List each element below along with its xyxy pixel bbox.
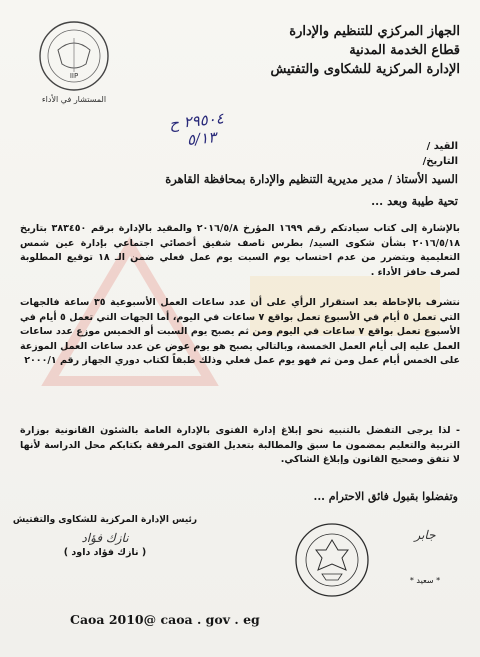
official-seal-icon (292, 520, 372, 600)
paragraph-3 (20, 424, 460, 468)
logo-monogram: IIP (69, 72, 79, 80)
handwritten-reference (168, 109, 226, 151)
signature-scrawl: نازك فؤاد (81, 531, 129, 545)
paragraph-1 (20, 222, 460, 280)
entry-label: القيد / (426, 141, 458, 152)
recipient-line: السيد الأستاذ / مدير مديرية التنظيم والإدارة بمحافظة القاهرة (165, 172, 458, 186)
footer-email: Caoa 2010@ caoa . gov . eg (70, 612, 260, 627)
initials-block (390, 528, 460, 585)
letterhead-line-2: قطاع الخدمة المدنية (349, 43, 460, 58)
signatory-name: ( نازك فؤاد داود ) (63, 547, 147, 558)
paragraph-3-text: - لذا يرجى التفضل بالتنبيه نحو إبلاغ إدارة الفتوى بالإدارة العامة بالشئون القانونية بوزارة التربية والتعليم بمضمون ما سبق والمطالبة بتعديل الفتوى المرفقة بكتابكم محل الدراسة لأنها لا تتفق وصحيح القانون وإبلاغ الشاكي. (20, 425, 460, 466)
handwritten-date: ٥/١٣ (186, 128, 218, 150)
letterhead (190, 22, 460, 79)
signatory-title: رئيس الإدارة المركزية للشكاوى والتفتيش (12, 515, 198, 525)
signature-block (10, 515, 200, 558)
paragraph-1-text: بالإشارة إلى كتاب سيادتكم رقم ١٦٩٩ المؤرخ ٢٠١٦/٥/٨ والمقيد بالإدارة برقم ٣٨٣٤٥٠ بتاريخ ٢٠١٦/٥/١٨ بشأن شكوى السيد/ بطرس ناصف شفيق أخصائي اجتماعي بإدارة عين شمس التعليمية ويتضرر من عدم احتساب يوم السبت يوم عمل فعلي ضمن الـ ١٨ توقيع المطلوبة لصرف حافز الأداء . (20, 223, 461, 278)
initials-scrawl: جابر (414, 528, 436, 542)
agency-logo-icon (28, 16, 120, 108)
letterhead-line-1: الجهاز المركزي للتنظيم والإدارة (289, 24, 460, 39)
paragraph-2 (20, 296, 460, 369)
greeting-line: تحية طيبة وبعد ... (371, 194, 458, 208)
initials-label: * سعيد * (409, 576, 441, 585)
paragraph-2-text: نتشرف بالإحاطة بعد استقرار الرأي على أن عدد ساعات العمل الأسبوعية ٣٥ ساعة فالجهات التي تعمل ٥ أيام في الأسبوع تعمل بواقع ٧ ساعات في اليوم، أما الجهات التي تعمل ٥ أيام في الأسبوع تعمل بواقع ٧ ساعات في اليوم ومن ثم يصبح يوم السبت أو الخميس موزع عدد ساعات العمل عليه إلى أيام العمل الخمسة، وبالتالي يصبح هو يوم عوض عن عدد ساعات العمل الموزعة على الخمس أيام عمل ومن ثم فهو يوم عمل فعلي وذلك طبقاً لكتاب دوري الجهاز رقم ٢٠٠٠/١ (20, 297, 461, 367)
date-label: التاريخ/ (422, 156, 458, 167)
letterhead-line-3: الإدارة المركزية للشكاوى والتفتيش (270, 62, 460, 77)
closing-line: وتفضلوا بقبول فائق الاحترام ... (313, 490, 458, 503)
handwritten-number: ٢٩٥٠٤ ح (168, 109, 225, 133)
logo-caption: المستشار في الأداء (41, 95, 107, 104)
